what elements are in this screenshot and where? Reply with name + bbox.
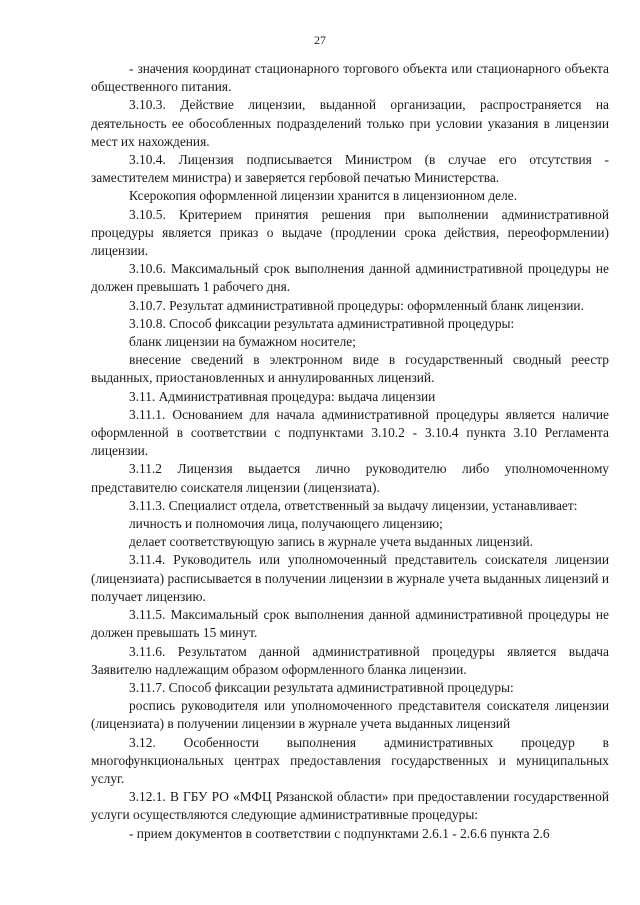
paragraph-3-10-8: 3.10.8. Способ фиксации результата административной процедуры: xyxy=(129,315,515,331)
paragraph-3-10-3: 3.10.3. Действие лицензии, выданной организации, распространяется на деятельность ее обособленных подразделений только при условии указания в лицензии мест их нахождения. xyxy=(91,97,609,149)
paragraph-3-11-7: 3.11.7. Способ фиксации результата административной процедуры: xyxy=(129,679,514,695)
paragraph-3-11-5: 3.11.5. Максимальный срок выполнения данной административной процедуры не должен превышать 15 минут. xyxy=(91,607,609,641)
paragraph-3-11-3: 3.11.3. Специалист отдела, ответственный за выдачу лицензии, устанавливает: xyxy=(129,497,578,513)
paragraph-3-11-6: 3.11.6. Результатом данной административной процедуры является выдача Заявителю надлежащим образом оформленного бланка лицензии. xyxy=(91,643,609,677)
paragraph-3-10-7: 3.10.7. Результат административной процедуры: оформленный бланк лицензии. xyxy=(129,297,584,313)
paragraph-identity: личность и полномочия лица, получающего лицензию; xyxy=(129,516,443,532)
page-number: 27 xyxy=(314,33,326,47)
paragraph-electronic-registry: внесение сведений в электронном виде в государственный сводный реестр выданных, приостановленных и аннулированных лицензий. xyxy=(91,352,609,386)
paragraph-journal-entry: делает соответствующую запись в журнале учета выданных лицензий. xyxy=(129,534,533,550)
paragraph-3-10-5: 3.10.5. Критерием принятия решения при выполнении административной процедуры является приказ о выдаче (продлении срока действия, переоформлении) лицензии. xyxy=(91,206,609,259)
page-body xyxy=(91,60,609,843)
paragraph-3-10-6: 3.10.6. Максимальный срок выполнения данной административной процедуры не должен превышать 1 рабочего дня. xyxy=(91,261,609,295)
paragraph-3-10-4: 3.10.4. Лицензия подписывается Министром (в случае его отсутствия - заместителем министра) и заверяется гербовой печатью Министерства. xyxy=(91,152,609,186)
paragraph-xerox-copy: Ксерокопия оформленной лицензии хранится в лицензионном деле. xyxy=(129,188,518,204)
paragraph-3-11-2: 3.11.2 Лицензия выдается лично руководителю либо уполномоченному представителю соискателя лицензии (лицензиата). xyxy=(91,461,609,495)
paragraph-3-11-4: 3.11.4. Руководитель или уполномоченный представитель соискателя лицензии (лицензиата) расписывается в получении лицензии в журнале учета выданных лицензий и получает лицензию. xyxy=(91,552,609,604)
paragraph-3-11: 3.11. Административная процедура: выдача лицензии xyxy=(129,388,436,404)
paragraph-signature: роспись руководителя или уполномоченного представителя соискателя лицензии (лицензиата) в получении лицензии в журнале учета выданных лицензий xyxy=(91,698,609,732)
paragraph-paper-form: бланк лицензии на бумажном носителе; xyxy=(129,334,356,350)
paragraph-coordinates: - значения координат стационарного торгового объекта или стационарного объекта общественного питания. xyxy=(91,61,609,95)
paragraph-document-intake: - прием документов в соответствии с подпунктами 2.6.1 - 2.6.6 пункта 2.6 xyxy=(129,825,550,841)
paragraph-3-12-1: 3.12.1. В ГБУ РО «МФЦ Рязанской области» при предоставлении государственной услуги осуществляются следующие административные процедуры: xyxy=(91,789,609,823)
paragraph-3-12: 3.12. Особенности выполнения административных процедур в многофункциональных центрах предоставления государственных и муниципальных услуг. xyxy=(91,734,609,786)
paragraph-3-11-1: 3.11.1. Основанием для начала административной процедуры является наличие оформленной в соответствии с подпунктами 3.10.2 - 3.10.4 пункта 3.10 Регламента лицензии. xyxy=(91,406,609,459)
